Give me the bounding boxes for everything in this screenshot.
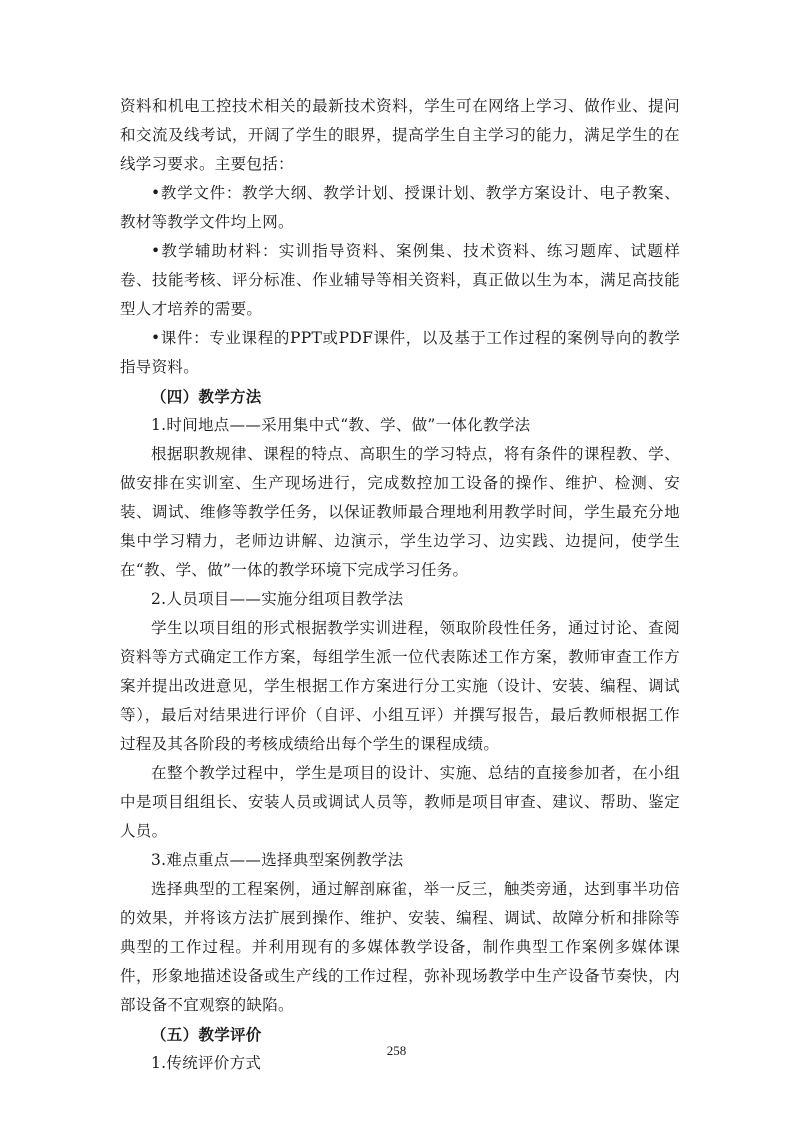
bullet-courseware: •课件：专业课程的PPT或PDF课件，以及基于工作过程的案例导向的教学指导资料。 xyxy=(120,329,680,376)
subheading-personnel-project: 2.人员项目——实施分组项目教学法 xyxy=(151,590,404,608)
bullet-teaching-documents: •教学文件：教学大纲、教学计划、授课计划、教学方案设计、电子教案、教材等教学文件均上网。 xyxy=(120,184,680,231)
paragraph-continuation: 资料和机电工控技术相关的最新技术资料，学生可在网络上学习、做作业、提问和交流及线考试，开阔了学生的眼界，提高学生自主学习的能力，满足学生的在线学习要求。主要包括： xyxy=(120,97,680,173)
subheading-time-place: 1.时间地点——采用集中式“教、学、做”一体化教学法 xyxy=(151,416,531,434)
page-number: 258 xyxy=(386,1043,407,1058)
body-text xyxy=(120,92,680,1078)
paragraph-time-place: 根据职教规律、课程的特点、高职生的学习特点，将有条件的课程教、学、做安排在实训室、生产现场进行，完成数控加工设备的操作、维护、检测、安装、调试、维修等教学任务，以保证教师最合理地利用教学时间，学生最充分地集中学习精力，老师边讲解、边演示，学生边学习、边实践、边提问，使学生在“教、学、做”一体的教学环境下完成学习任务。 xyxy=(120,445,680,579)
subheading-traditional-evaluation: 1.传统评价方式 xyxy=(151,1054,262,1072)
section-heading-teaching-methods: （四）教学方法 xyxy=(151,387,262,406)
subheading-key-points: 3.难点重点——选择典型案例教学法 xyxy=(151,851,404,869)
paragraph-case-method: 选择典型的工程案例，通过解剖麻雀，举一反三，触类旁通，达到事半功倍的效果，并将该方法扩展到操作、维护、安装、编程、调试、故障分析和排除等典型的工作过程。并利用现有的多媒体教学设备，制作典型工作案例多媒体课件，形象地描述设备或生产线的工作过程，弥补现场教学中生产设备节奏快，内部设备不宜观察的缺陷。 xyxy=(120,880,680,1014)
paragraph-group-project: 学生以项目组的形式根据教学实训进程，领取阶段性任务，通过讨论、查阅资料等方式确定工作方案，每组学生派一位代表陈述工作方案，教师审查工作方案并提出改进意见，学生根据工作方案进行分工实施（设计、安装、编程、调试等），最后对结果进行评价（自评、小组互评）并撰写报告，最后教师根据工作过程及其各阶段的考核成绩给出每个学生的课程成绩。 xyxy=(120,619,680,753)
section-heading-teaching-evaluation: （五）教学评价 xyxy=(151,1025,262,1044)
bullet-teaching-materials: •教学辅助材料：实训指导资料、案例集、技术资料、练习题库、试题样卷、技能考核、评分标准、作业辅导等相关资料，真正做以生为本，满足高技能型人才培养的需要。 xyxy=(120,242,680,318)
paragraph-roles: 在整个教学过程中，学生是项目的设计、实施、总结的直接参加者，在小组中是项目组组长、安装人员或调试人员等，教师是项目审查、建议、帮助、鉴定人员。 xyxy=(120,764,680,840)
